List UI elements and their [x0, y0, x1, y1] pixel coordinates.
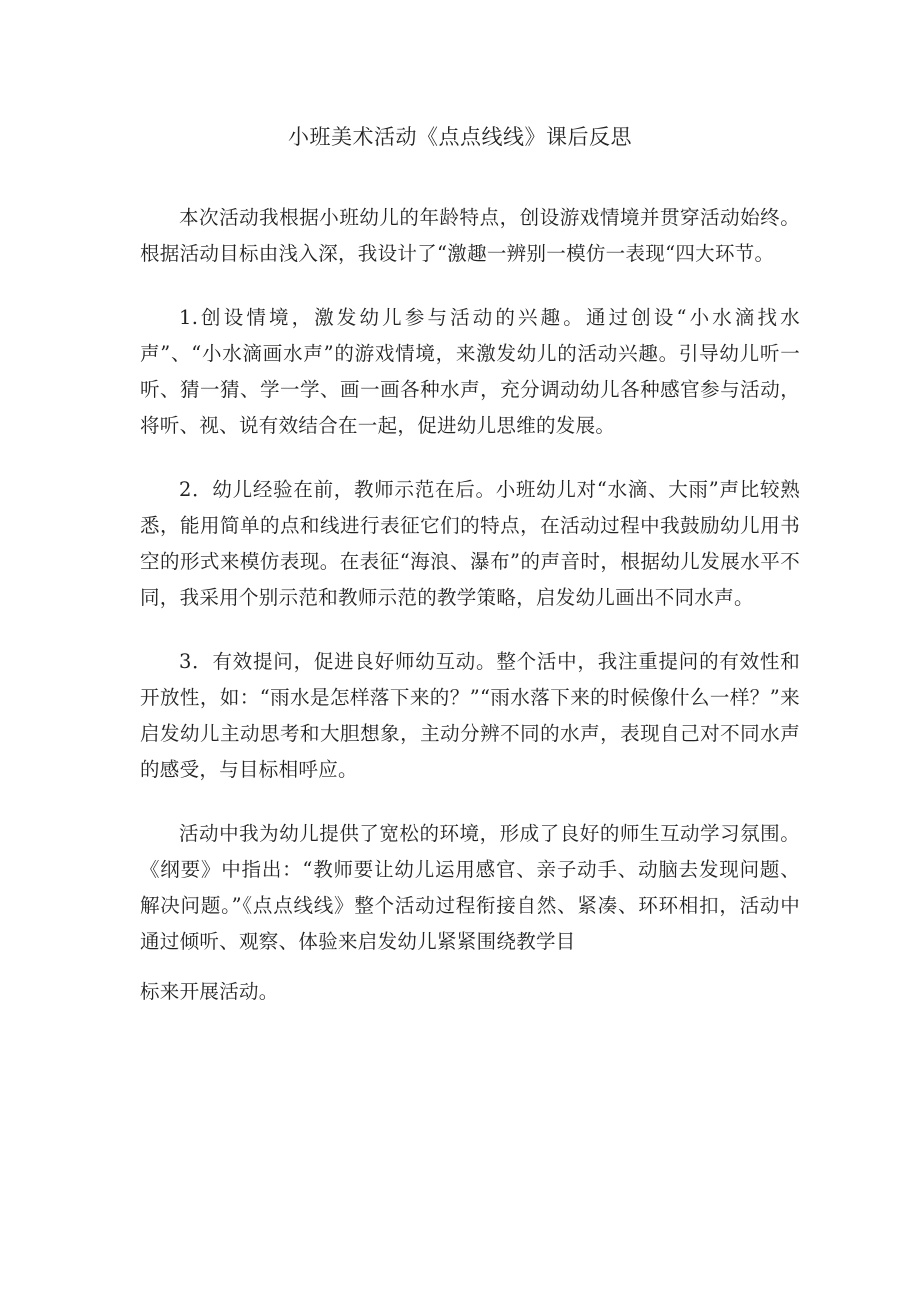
paragraph-point-1: 1.创设情境，激发幼儿参与活动的兴趣。通过创设“小水滴找水声”、“小水滴画水声”的游戏情境，来激发幼儿的活动兴趣。引导幼儿听一听、猜一猜、学一学、画一画各种水声，充分调动幼儿各种感官参与活动，将听、视、说有效结合在一起，促进幼儿思维的发展。	[140, 306, 800, 437]
paragraph-summary: 活动中我为幼儿提供了宽松的环境，形成了良好的师生互动学习氛围。《纲要》中指出：“教师要让幼儿运用感官、亲子动手、动脑去发现问题、解决问题。”《点点线线》整个活动过程衔接自然、紧凑、环环相扣，活动中通过倾听、观察、体验来启发幼儿紧紧围绕教学目	[140, 822, 800, 953]
document-title: 小班美术活动《点点线线》课后反思	[288, 125, 632, 149]
paragraph-tail: 标来开展活动。	[140, 980, 279, 1003]
paragraph-point-2: 2．幼儿经验在前，教师示范在后。小班幼儿对“水滴、大雨”声比较熟悉，能用简单的点和线进行表征它们的特点，在活动过程中我鼓励幼儿用书空的形式来模仿表现。在表征“海浪、瀑布”的声音时，根据幼儿发展水平不同，我采用个别示范和教师示范的教学策略，启发幼儿画出不同水声。	[140, 478, 800, 609]
paragraph-point-3: 3．有效提问，促进良好师幼互动。整个活中，我注重提问的有效性和开放性，如：“雨水是怎样落下来的？”“雨水落下来的时候像什么一样？”来启发幼儿主动思考和大胆想象，主动分辨不同的水声，表现自己对不同水声的感受，与目标相呼应。	[140, 650, 800, 781]
document-body	[140, 200, 800, 1010]
paragraph-intro: 本次活动我根据小班幼儿的年龄特点，创设游戏情境并贯穿活动始终。根据活动目标由浅入深，我设计了“激趣一辨别一模仿一表现“四大环节。	[140, 206, 800, 265]
